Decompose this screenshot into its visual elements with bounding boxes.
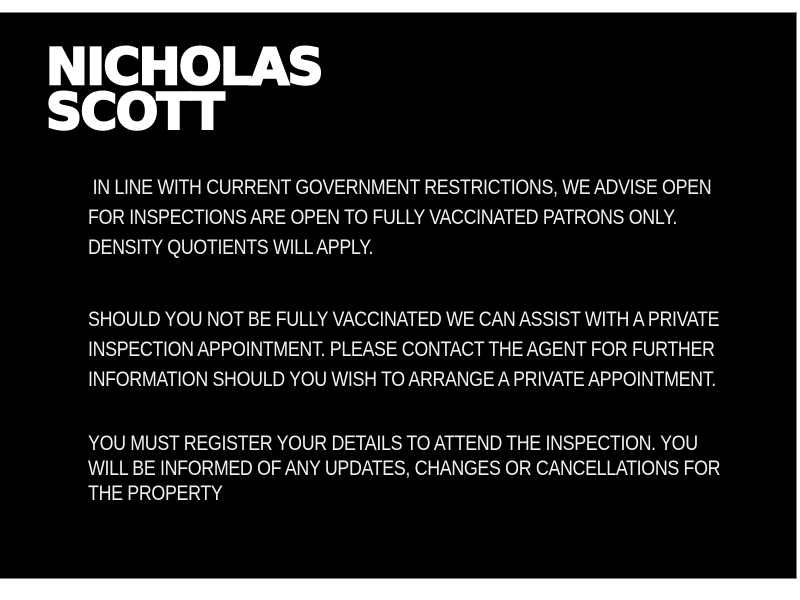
- notice-paragraph-private-appointment: [88, 305, 788, 395]
- notice-banner: [0, 12, 797, 579]
- notice-line: FOR INSPECTIONS ARE OPEN TO FULLY VACCINATED PATRONS ONLY.: [88, 206, 677, 229]
- notice-line: WILL BE INFORMED OF ANY UPDATES, CHANGES OR CANCELLATIONS FOR: [88, 457, 721, 480]
- notice-line: SHOULD YOU NOT BE FULLY VACCINATED WE CAN ASSIST WITH A PRIVATE: [88, 308, 720, 331]
- notice-line: INSPECTION APPOINTMENT. PLEASE CONTACT THE AGENT FOR FURTHER: [88, 338, 715, 361]
- notice-line: INFORMATION SHOULD YOU WISH TO ARRANGE A PRIVATE APPOINTMENT.: [88, 368, 716, 391]
- nicholas-scott-logo: [46, 38, 323, 141]
- notice-line: DENSITY QUOTIENTS WILL APPLY.: [88, 236, 374, 259]
- notice-text: [88, 173, 788, 506]
- notice-line: IN LINE WITH CURRENT GOVERNMENT RESTRICTIONS, WE ADVISE OPEN: [88, 176, 712, 199]
- logo-line-scott: SCOTT: [46, 83, 224, 141]
- notice-line: THE PROPERTY: [88, 482, 223, 505]
- notice-line: YOU MUST REGISTER YOUR DETAILS TO ATTEND THE INSPECTION. YOU: [88, 432, 698, 455]
- logo-line-nicholas: NICHOLAS: [46, 38, 323, 96]
- notice-paragraph-restrictions: [88, 173, 788, 263]
- notice-paragraph-register: [88, 431, 788, 506]
